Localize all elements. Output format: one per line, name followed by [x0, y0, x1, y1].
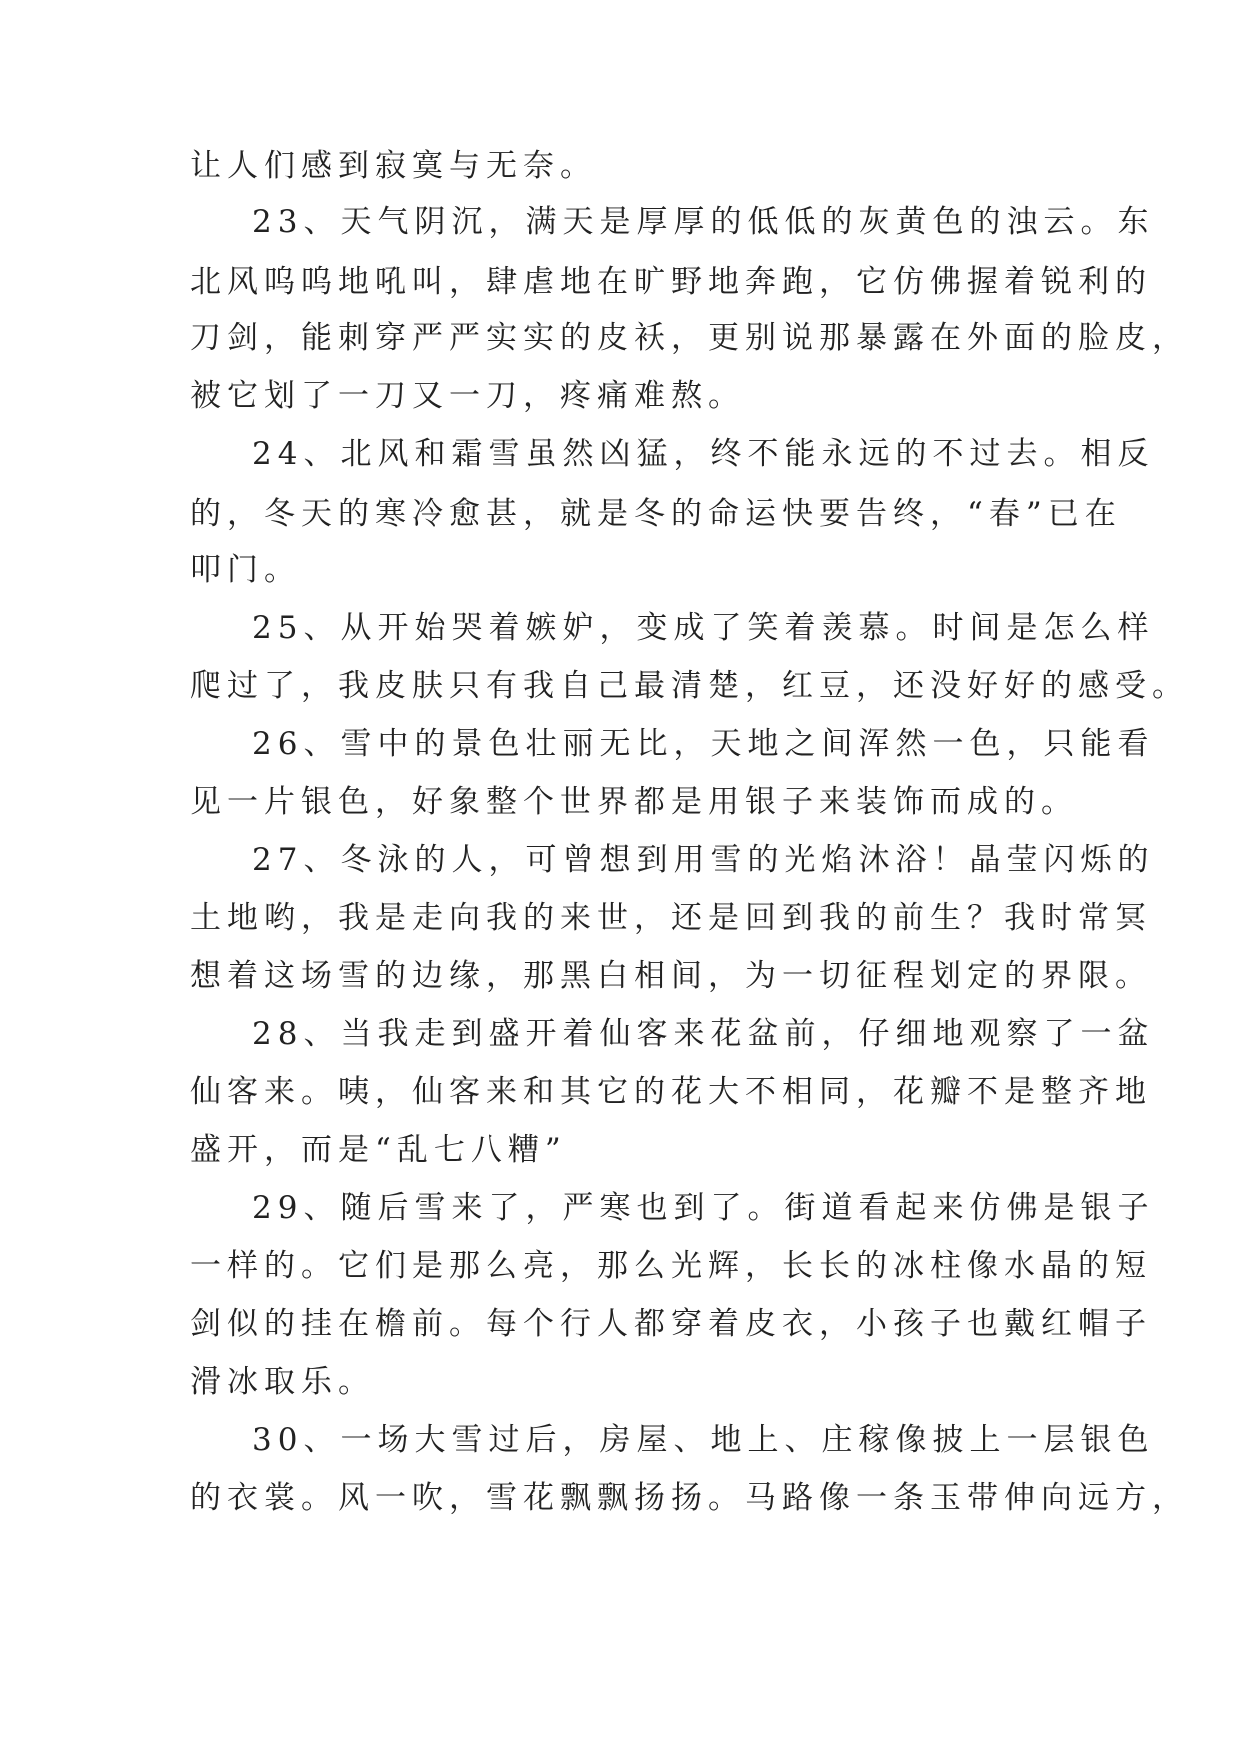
text-line: 28、当我走到盛开着仙客来花盆前，仔细地观察了一盆	[252, 1016, 1155, 1052]
text-line: 29、随后雪来了，严寒也到了。街道看起来仿佛是银子	[252, 1190, 1155, 1226]
text-line: 爬过了，我皮肤只有我自己最清楚，红豆，还没好好的感受。	[190, 668, 1189, 704]
text-line: 一样的。它们是那么亮，那么光辉，长长的冰柱像水晶的短	[190, 1248, 1152, 1284]
text-line: 26、雪中的景色壮丽无比，天地之间浑然一色，只能看	[252, 726, 1155, 762]
text-line: 23、天气阴沉，满天是厚厚的低低的灰黄色的浊云。东	[252, 204, 1155, 240]
text-line: 让人们感到寂寞与无奈。	[190, 148, 597, 184]
text-line: 滑冰取乐。	[190, 1364, 375, 1400]
text-line: 被它划了一刀又一刀，疼痛难熬。	[190, 378, 745, 414]
text-line: 30、一场大雪过后，房屋、地上、庄稼像披上一层银色	[252, 1422, 1155, 1458]
text-line: 刀剑，能刺穿严严实实的皮袄，更别说那暴露在外面的脸皮，	[190, 320, 1189, 356]
text-line: 想着这场雪的边缘，那黑白相间，为一切征程划定的界限。	[190, 958, 1152, 994]
text-line: 的，冬天的寒冷愈甚，就是冬的命运快要告终，“春”已在	[190, 496, 1122, 532]
text-line: 27、冬泳的人，可曾想到用雪的光焰沐浴！晶莹闪烁的	[252, 842, 1155, 878]
text-line: 北风呜呜地吼叫，肆虐地在旷野地奔跑，它仿佛握着锐利的	[190, 264, 1152, 300]
text-line: 叩门。	[190, 552, 301, 588]
text-line: 剑似的挂在檐前。每个行人都穿着皮衣，小孩子也戴红帽子	[190, 1306, 1152, 1342]
text-line: 见一片银色，好象整个世界都是用银子来装饰而成的。	[190, 784, 1078, 820]
text-line: 土地哟，我是走向我的来世，还是回到我的前生？我时常冥	[190, 900, 1152, 936]
text-line: 25、从开始哭着嫉妒，变成了笑着羡慕。时间是怎么样	[252, 610, 1155, 646]
text-line: 仙客来。咦，仙客来和其它的花大不相同，花瓣不是整齐地	[190, 1074, 1152, 1110]
text-line: 24、北风和霜雪虽然凶猛，终不能永远的不过去。相反	[252, 436, 1155, 472]
text-line: 盛开，而是“乱七八糟”	[190, 1132, 567, 1168]
text-line: 的衣裳。风一吹，雪花飘飘扬扬。马路像一条玉带伸向远方，	[190, 1480, 1189, 1516]
